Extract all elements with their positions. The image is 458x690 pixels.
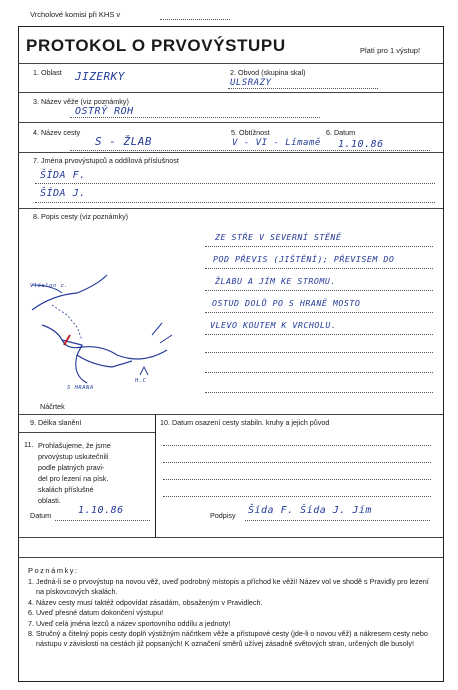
row-divider [18,92,443,93]
popis-line: ŽLABU A JÍM KE STROMU. [215,276,336,286]
popis-label: 8. Popis cesty (viz poznámky) [33,212,129,221]
row-divider [18,208,443,209]
popis-dots [205,372,433,373]
row-divider [18,537,443,538]
osazeni-dots [163,462,431,463]
note-item: 1. Jedná-li se o prvovýstup na novou věž, uveď podrobný místopis a příchod ke věži! Název vol ve shodě s Pravidly pro lezení na pískovcových skalách. [28,577,429,597]
delka-slaneni-label: 9. Délka slanění [30,418,82,427]
nazev-veze-label: 3. Název věže (viz poznámky) [33,97,129,106]
jmena-dots [35,202,435,203]
popis-dots [205,268,433,269]
popis-line: OSTUD DOLŮ PO S HRANĚ MOSTO [212,298,361,308]
row-divider [18,432,155,433]
sign-value: Šída F. Šída J. Jím [248,505,372,516]
sign-label: Podpisy [210,511,236,520]
row-divider [18,152,443,153]
obvod-dots [228,88,378,89]
obtiznost-label: 5. Obtížnost [231,128,270,137]
jmeno-2: ŠÍDA J. [40,188,86,199]
note-item: 7. Uveď celá jména lezců a název sportovního oddílu a jednoty! [28,618,231,628]
osazeni-dots [163,496,431,497]
note-item: 8. Stručný a čitelný popis cesty doplň výstižným náčrtkem věže a přístupové cesty (jde-li o novou věž) a nákresem cesty nebo nástupu v závislosti na cestách již popsaných! K označení směrů užívej zásadně světových stran, určených dle busoly! [28,629,428,649]
popis-line: ZE STŘE V SEVERNÍ STĚNĚ [215,232,342,242]
obvod-label: 2. Obvod (skupina skal) [230,68,306,77]
sign-date-dots [55,520,150,521]
header-prefix: Vrcholové komisi při KHS v [30,10,121,19]
oblast-label: 1. Oblast [33,68,62,77]
popis-dots [205,290,433,291]
obtiznost-value: V - VI - Límamě [232,138,321,148]
notes-title: Poznámky: [28,566,79,575]
osazeni-dots [163,445,431,446]
row-divider [18,63,443,64]
sketch-label: Náčrtek [40,402,65,411]
oblast-value: JIZERKY [75,70,125,83]
form-title: PROTOKOL O PRVOVÝSTUPU [26,36,286,55]
datum-value: 1.10.86 [338,139,384,150]
nazev-veze-value: OSTRÝ ROH [75,106,134,117]
popis-dots [205,334,433,335]
row4-dots [70,150,430,151]
validity-note: Platí pro 1 výstup! [360,46,421,55]
popis-dots [205,392,433,393]
popis-dots [205,352,433,353]
nazev-cesty-value: S - ŽLAB [95,135,152,148]
sketch-annotation: H.C [135,378,147,384]
nazev-veze-dots [70,117,320,118]
jmeno-1: ŠÍDA F. [40,170,86,181]
jmena-label: 7. Jména prvovýstupců a oddílová příslušnost [33,156,179,165]
osazeni-dots [163,479,431,480]
notes-list [28,577,432,650]
sketch-annotation: S HRANA [67,385,94,391]
jmena-dots [35,183,435,184]
note-item: 6. Uveď přesné datum dokončení výstupu! [28,608,164,618]
row-divider [18,557,443,558]
column-divider [155,414,156,537]
route-sketch [22,255,202,415]
nazev-cesty-label: 4. Název cesty [33,128,81,137]
popis-dots [205,246,433,247]
sketch-annotation: Vlčelon c. [30,283,69,289]
prohlaseni-text: Prohlašujeme, že jsme prvovýstup uskutečnili podle platných pravi- del pro lezení na písk. skalách příslušné oblasti. [38,441,111,505]
popis-dots [205,312,433,313]
sign-date-label: Datum [30,511,52,520]
popis-line: POD PŘEVIS (JIŠTĚNÍ); PŘEVISEM DO [213,254,395,264]
sign-dots [245,520,430,521]
sign-date-value: 1.10.86 [78,505,124,516]
prohlaseni-number: 11. [24,440,34,449]
obvod-value: ULSRAZY [230,78,272,88]
row-divider [18,414,443,415]
datum-label: 6. Datum [326,128,356,137]
row-divider [18,122,443,123]
note-item: 4. Název cesty musí taktéž odpovídat zásadám, obsaženým v Pravidlech. [28,597,263,607]
popis-line: VLEVO KOUTEM K VRCHOLU. [210,320,337,330]
header-prefix-dots [160,19,230,20]
osazeni-label: 10. Datum osazení cesty stabiln. kruhy a jejich původ [160,418,330,427]
